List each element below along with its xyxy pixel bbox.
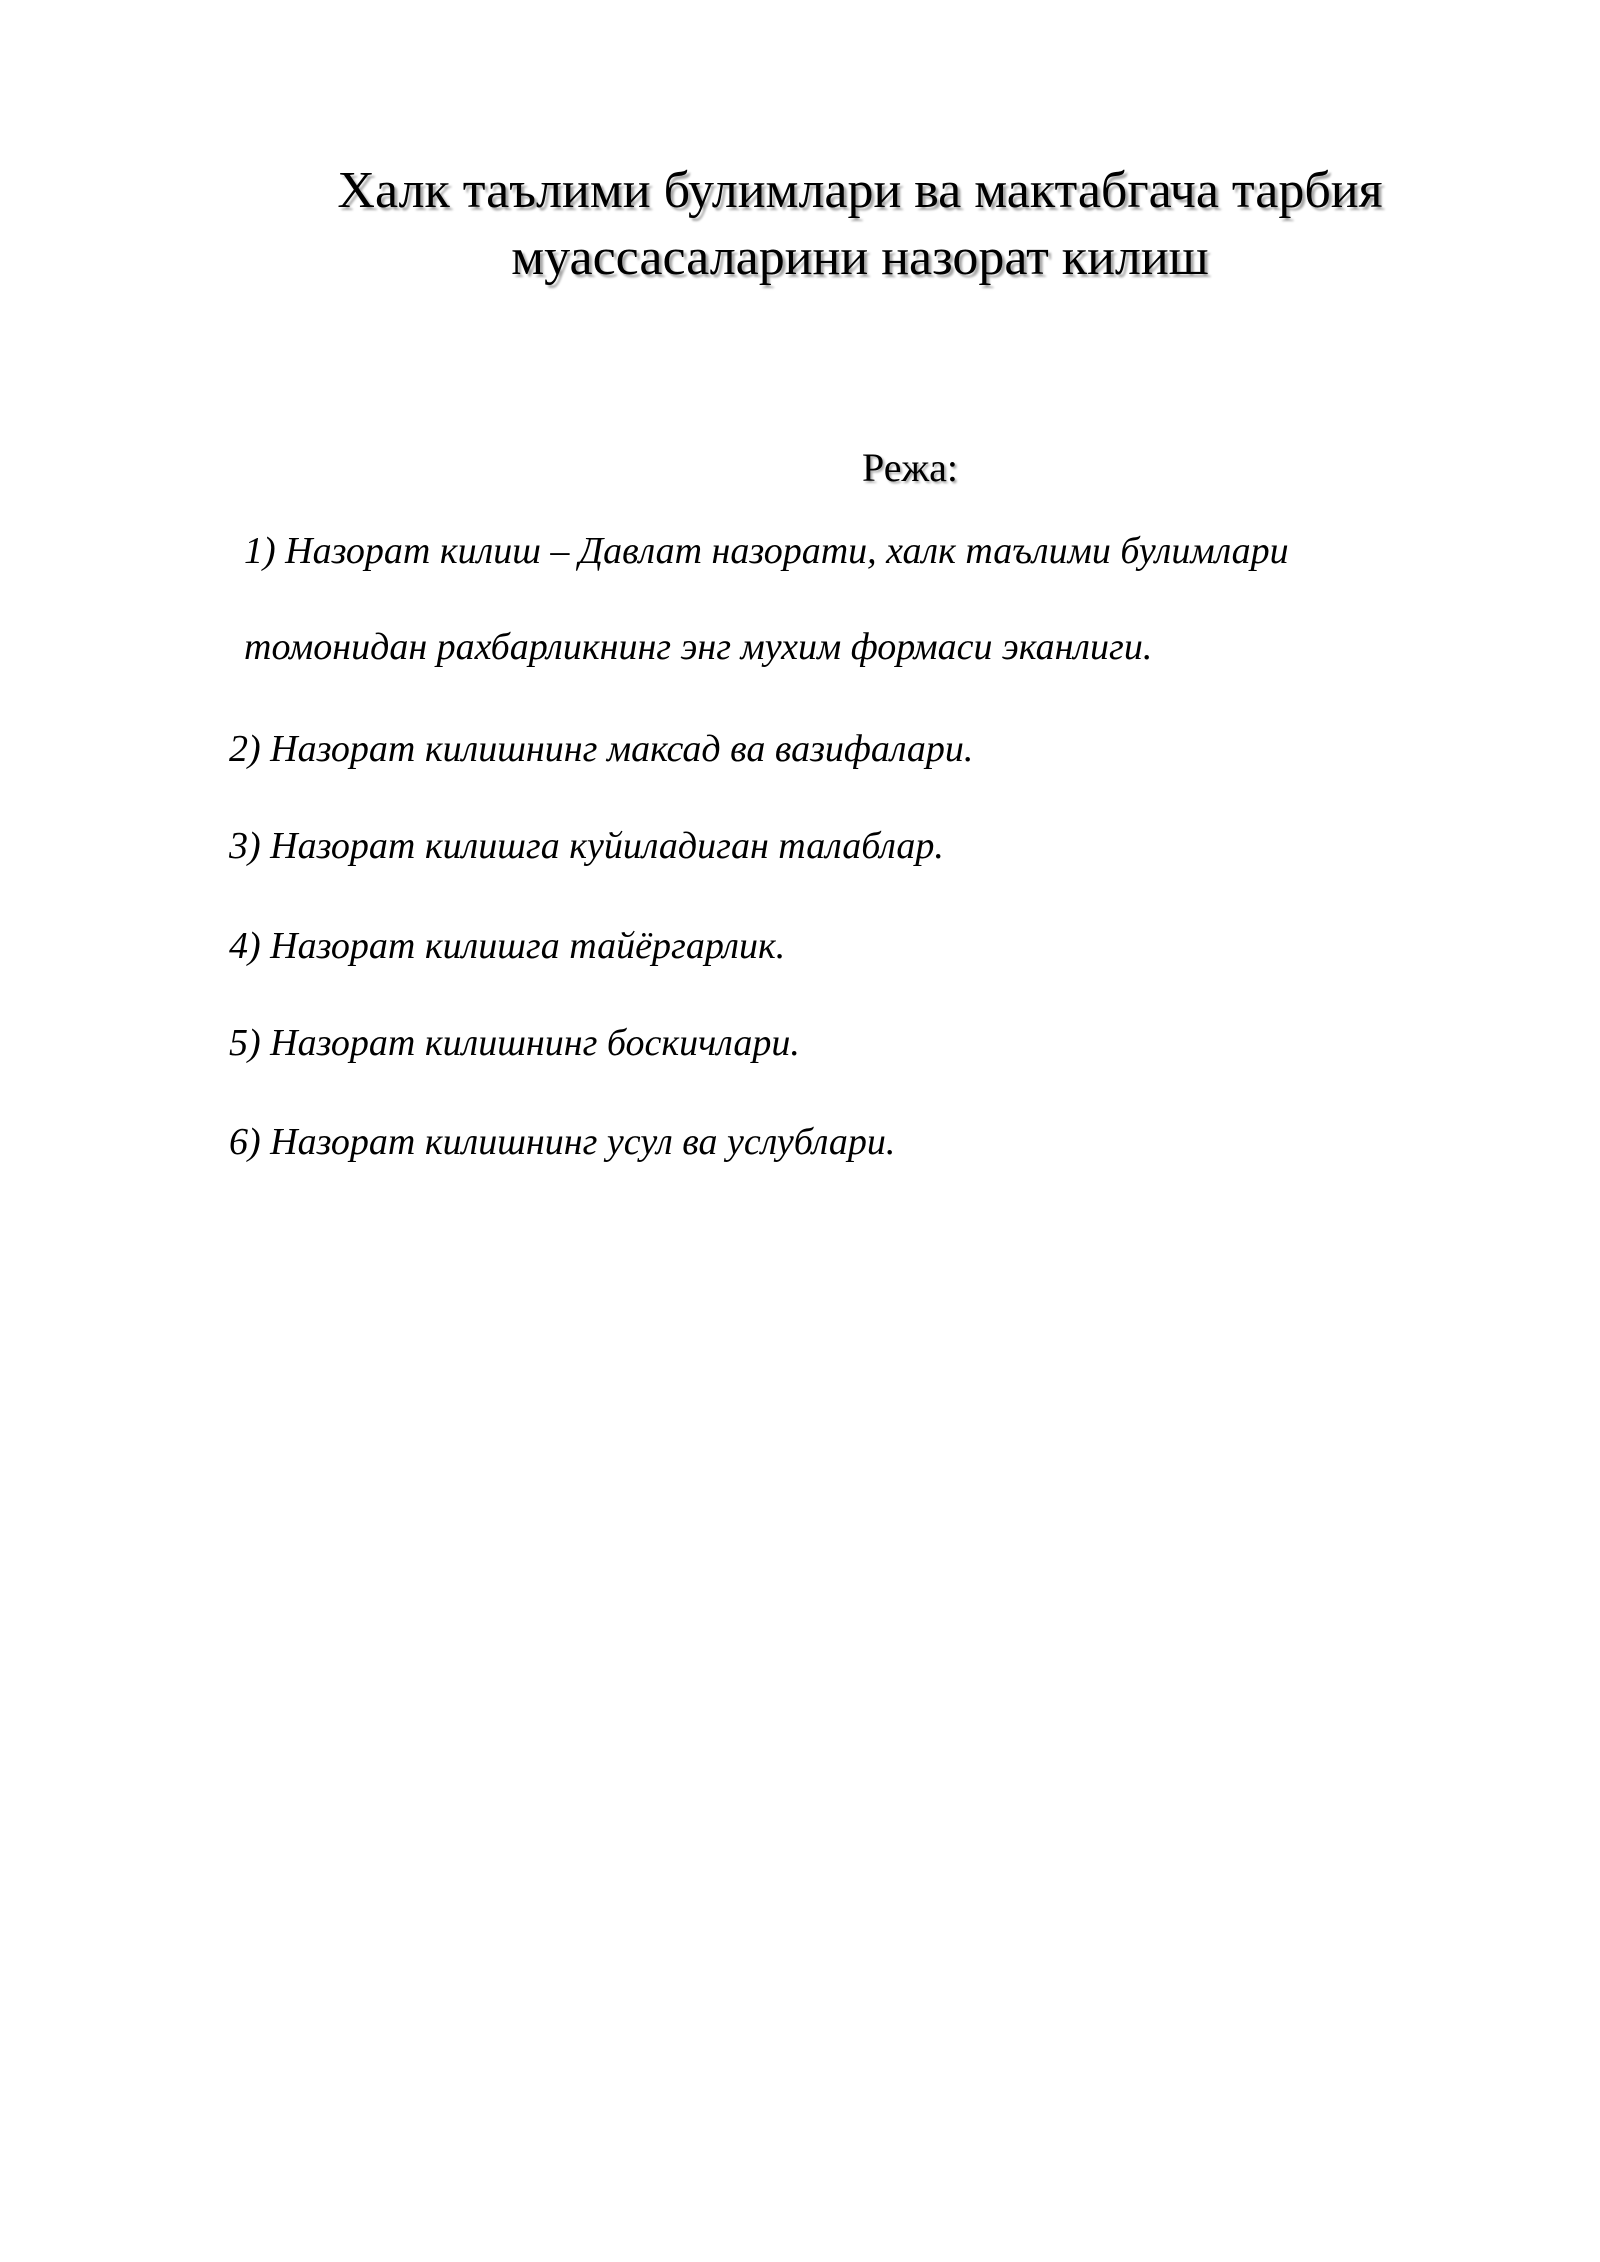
title-line-2: муассасаларини назорат килиш	[511, 229, 1209, 286]
title-line-1: Халк таълими булимлари ва мактабгача тарбия	[337, 162, 1383, 219]
plan-item-1-line-1: 1) Назорат килиш – Давлат назорати, халк таълими булимлари	[244, 530, 1289, 572]
plan-item-6: 6) Назорат килишнинг усул ва услублари.	[229, 1121, 896, 1163]
plan-item-3: 3) Назорат килишга куйиладиган талаблар.	[229, 825, 944, 867]
page-title	[150, 157, 1570, 291]
plan-item-4: 4) Назорат килишга тайёргарлик.	[229, 925, 786, 967]
plan-item-2: 2) Назорат килишнинг максад ва вазифалари.	[229, 728, 974, 770]
plan-heading: Режа:	[862, 445, 958, 490]
plan-item-5: 5) Назорат килишнинг боскичлари.	[229, 1022, 800, 1064]
plan-item-1-line-2: томонидан рахбарликнинг энг мухим формаси эканлиги.	[244, 626, 1153, 668]
